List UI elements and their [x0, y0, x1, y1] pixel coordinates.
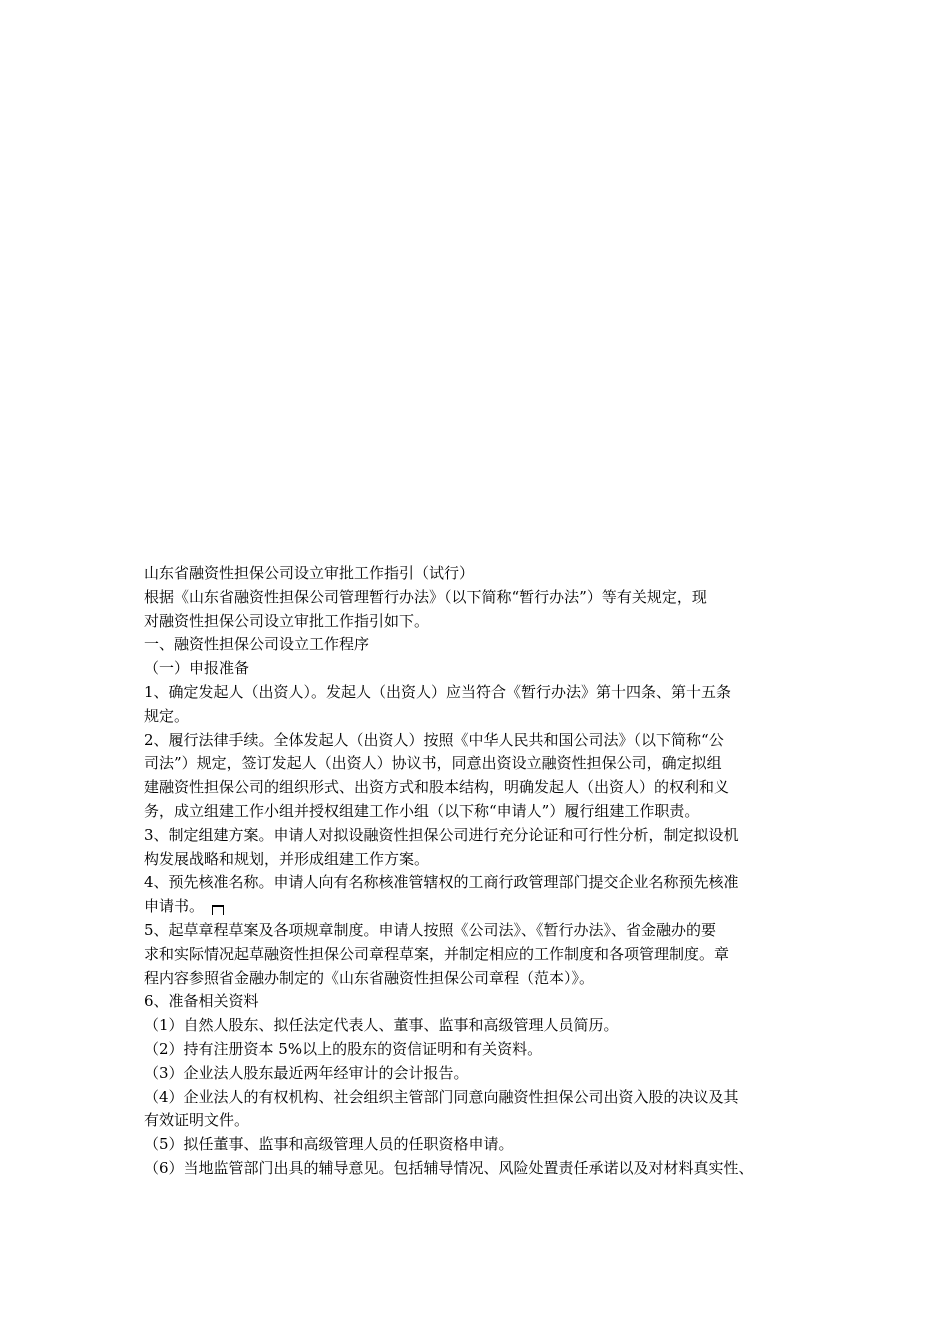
paragraph-line: 3、制定组建方案。申请人对拟设融资性担保公司进行充分论证和可行性分析，制定拟设机	[144, 825, 739, 844]
paragraph-line: 根据《山东省融资性担保公司管理暂行办法》（以下简称“暂行办法”）等有关规定，现	[144, 587, 707, 606]
paragraph-line: 对融资性担保公司设立审批工作指引如下。	[144, 611, 430, 630]
paragraph-line: 程内容参照省金融办制定的《山东省融资性担保公司章程（范本）》。	[144, 968, 595, 987]
paragraph-line: 2、履行法律手续。全体发起人（出资人）按照《中华人民共和国公司法》（以下简称“公	[144, 730, 724, 749]
paragraph-line-with-mark	[144, 895, 812, 919]
list-item: （6）当地监管部门出具的辅导意见。包括辅导情况、风险处置责任承诺以及对材料真实性、	[144, 1158, 754, 1177]
paragraph-text: 申请书。	[144, 897, 205, 916]
section-heading: 一、融资性担保公司设立工作程序	[144, 635, 370, 654]
list-item: （2）持有注册资本 5%以上的股东的资信证明和有关资料。	[144, 1039, 543, 1058]
paragraph-line: 求和实际情况起草融资性担保公司章程草案，并制定相应的工作制度和各项管理制度。章	[144, 944, 730, 963]
text-cursor-icon	[212, 905, 224, 915]
paragraph-line: 5、起草章程草案及各项规章制度。申请人按照《公司法》、《暂行办法》、省金融办的要	[144, 920, 717, 939]
paragraph-line: 构发展战略和规划，并形成组建工作方案。	[144, 849, 430, 868]
list-item: （5）拟任董事、监事和高级管理人员的任职资格申请。	[144, 1135, 514, 1154]
paragraph-line: 务，成立组建工作小组并授权组建工作小组（以下称“申请人”）履行组建工作职责。	[144, 801, 700, 820]
paragraph-line: 司法”）规定，签订发起人（出资人）协议书，同意出资设立融资性担保公司，确定拟组	[144, 754, 722, 773]
paragraph-line: 建融资性担保公司的组织形式、出资方式和股本结构，明确发起人（出资人）的权利和义	[144, 778, 730, 797]
paragraph-line: 规定。	[144, 706, 190, 725]
list-item: （4）企业法人的有权机构、社会组织主管部门同意向融资性担保公司出资入股的决议及其	[144, 1087, 739, 1106]
subsection-heading: （一）申报准备	[144, 659, 250, 678]
document-title: 山东省融资性担保公司设立审批工作指引（试行）	[144, 564, 475, 582]
list-item: （1）自然人股东、拟任法定代表人、董事、监事和高级管理人员简历。	[144, 1016, 619, 1035]
paragraph-line: 4、预先核准名称。申请人向有名称核准管辖权的工商行政管理部门提交企业名称预先核准	[144, 873, 739, 892]
paragraph-line: 1、确定发起人（出资人）。发起人（出资人）应当符合《暂行办法》第十四条、第十五条	[144, 682, 732, 701]
list-item: 有效证明文件。	[144, 1111, 250, 1130]
document-body	[144, 562, 812, 1181]
list-item: （3）企业法人股东最近两年经审计的会计报告。	[144, 1063, 469, 1082]
paragraph-line: 6、准备相关资料	[144, 992, 259, 1011]
